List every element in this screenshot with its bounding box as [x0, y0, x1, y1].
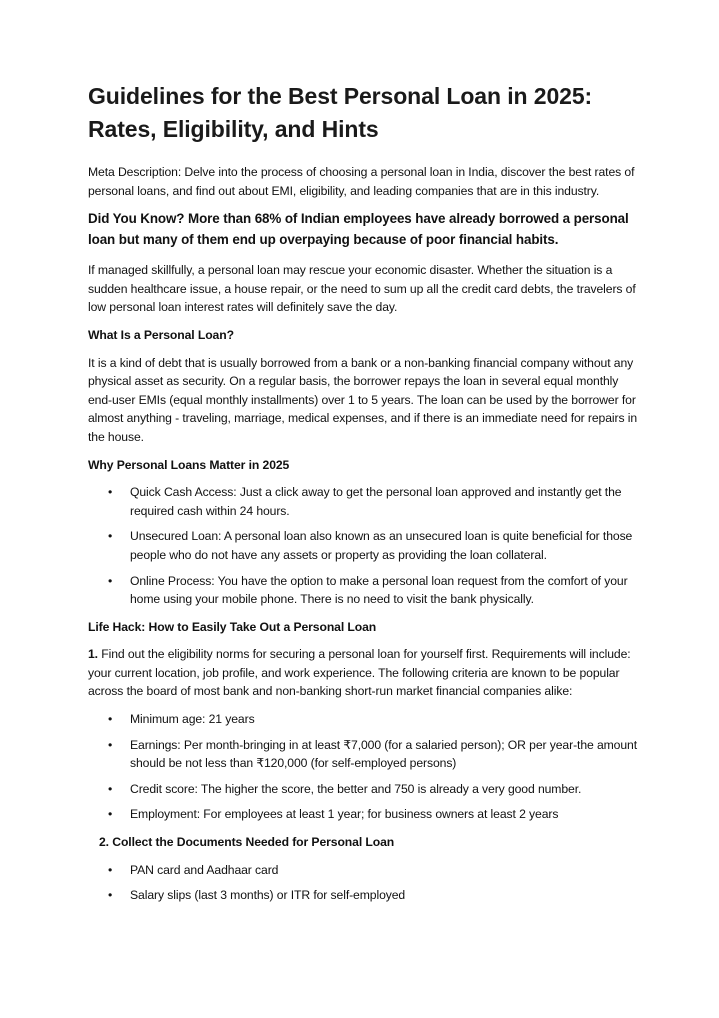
- list-item-text: PAN card and Aadhaar card: [130, 862, 279, 877]
- list-item: [88, 805, 638, 824]
- intro-paragraph: If managed skillfully, a personal loan may rescue your economic disaster. Whether the situation is a sudden healthcare issue, a house repair, or the need to sum up all the credit card debts, the travelers of low personal loan interest rates will definitely save the day.: [88, 263, 636, 315]
- list-item-text: Employment: For employees at least 1 year; for business owners at least 2 years: [130, 807, 559, 822]
- bullet-icon: •: [108, 781, 113, 796]
- document-page: [88, 80, 638, 914]
- what-is-body: It is a kind of debt that is usually borrowed from a bank or a non-banking financial company without any physical asset as security. On a regular basis, the borrower repays the loan in several equal monthly end-user EMIs (equal monthly installments) over 1 to 5 years. The loan can be used by the borrower for almost anything - traveling, marriage, medical expenses, and if there is an immediate need for repairs in the house.: [88, 355, 638, 444]
- list-item-text: Minimum age: 21 years: [130, 712, 255, 727]
- step-1-text: Find out the eligibility norms for securing a personal loan for yourself first. Requirements will include: your current location, job profile, and work experience. The following criteria are known to be popular across the board of most bank and non-banking short-run market financial companies alike:: [88, 647, 631, 699]
- step-1-paragraph: [88, 645, 638, 701]
- list-item-text: Salary slips (last 3 months) or ITR for self-employed: [130, 888, 406, 903]
- list-item: [88, 527, 638, 564]
- list-item: [88, 710, 638, 729]
- did-you-know-callout: Did You Know? More than 68% of Indian employees have already borrowed a personal loan but many of them end up overpaying because of poor financial habits.: [88, 211, 629, 247]
- list-item: [88, 572, 638, 609]
- why-matter-list: [88, 483, 638, 609]
- step-2-heading: 2. Collect the Documents Needed for Personal Loan: [99, 835, 395, 850]
- documents-list: [88, 861, 638, 905]
- bullet-icon: •: [108, 573, 113, 588]
- bullet-icon: •: [108, 737, 113, 752]
- meta-description: Meta Description: Delve into the process of choosing a personal loan in India, discover the best rates of personal loans, and find out about EMI, eligibility, and leading companies that are in this industry.: [88, 165, 635, 198]
- list-item: [88, 780, 638, 799]
- step-1-number: 1.: [88, 647, 98, 662]
- eligibility-criteria-list: [88, 710, 638, 824]
- why-matter-heading: Why Personal Loans Matter in 2025: [88, 457, 290, 472]
- what-is-heading: What Is a Personal Loan?: [88, 327, 234, 342]
- list-item: [88, 861, 638, 880]
- life-hack-heading: Life Hack: How to Easily Take Out a Personal Loan: [88, 619, 377, 634]
- bullet-icon: •: [108, 712, 113, 727]
- bullet-icon: •: [108, 862, 113, 877]
- list-item-text: Quick Cash Access: Just a click away to get the personal loan approved and instantly get the required cash within 24 hours.: [130, 485, 622, 518]
- bullet-icon: •: [108, 807, 113, 822]
- list-item: [88, 886, 638, 905]
- bullet-icon: •: [108, 485, 113, 500]
- list-item-text: Unsecured Loan: A personal loan also known as an unsecured loan is quite beneficial for those people who do not have any assets or property as providing the loan collateral.: [130, 529, 633, 562]
- list-item-text: Earnings: Per month-bringing in at least ₹7,000 (for a salaried person); OR per year-the amount should be not less than ₹120,000 (for self-employed persons): [130, 737, 638, 771]
- bullet-icon: •: [108, 888, 113, 903]
- list-item: [88, 483, 638, 520]
- bullet-icon: •: [108, 529, 113, 544]
- list-item: [88, 736, 638, 773]
- list-item-text: Online Process: You have the option to make a personal loan request from the comfort of your home using your mobile phone. There is no need to visit the bank physically.: [130, 573, 628, 607]
- list-item-text: Credit score: The higher the score, the better and 750 is already a very good number.: [130, 781, 582, 796]
- page-title: Guidelines for the Best Personal Loan in 2025: Rates, Eligibility, and Hints: [88, 83, 593, 142]
